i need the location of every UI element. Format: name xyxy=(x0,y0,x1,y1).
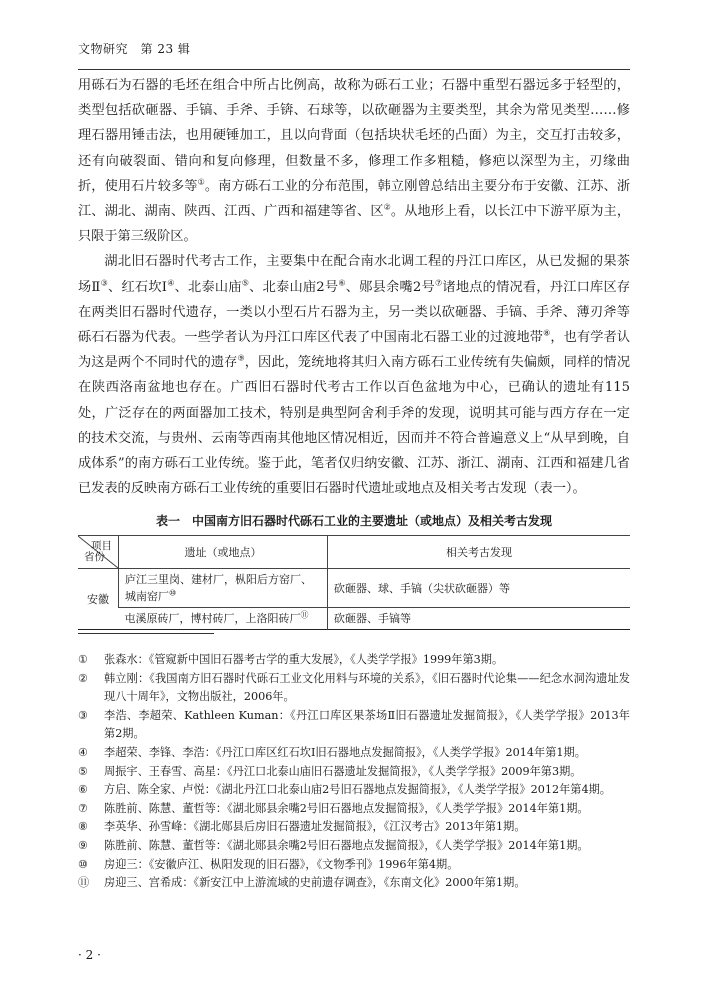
text-run: 、郧县余嘴2号 xyxy=(345,279,435,295)
footnote xyxy=(78,781,630,800)
footnote-number: ① xyxy=(78,653,89,666)
text-run: 用砾石为石器的毛坯在组合中所占比例高，故称为砾石工业；石器中重型石器远多于轻型的，类型包括砍砸器、手镐、手斧、手锛、石球等，以砍砸器为主要类型，其余为常见类型……修理石器用锤击法，也用硬锤加工，且以向背面（包括块状毛坯的凸面）为主，交互打击较多，还有向破裂面、错向和复向修理，但数量不多，修理工作多粗糙，修疤以深型为主，刃缘曲折，使用石片较多等 xyxy=(78,78,630,194)
table-caption: 表一 中国南方旧石器时代砾石工业的主要遗址（或地点）及相关考古发现 xyxy=(155,514,552,528)
province-cell: 安徽 xyxy=(78,569,119,630)
paragraph xyxy=(78,249,630,501)
footnote-marker: ③ xyxy=(100,278,109,288)
footnote-text: 陈胜前、陈慧、董哲等：《湖北郧县余嘴2号旧石器地点发掘简报》，《人类学学报》2014年第1期。 xyxy=(104,801,589,815)
running-head-block xyxy=(78,40,630,58)
table-row xyxy=(78,569,630,608)
footnote-text: 韩立刚：《我国南方旧石器时代砾石工业文化用料与环境的关系》，《旧石器时代论集——纪念水洞沟遗址发现八十周年》，文物出版社，2006年。 xyxy=(104,671,630,704)
sites-table xyxy=(78,535,630,630)
footnote-number: ⑪ xyxy=(78,876,90,890)
footnote-marker: ② xyxy=(383,202,391,212)
text-run: 湖北旧石器时代考古工作，主要集中在配合南水北调工程的丹江口库区，从已发掘的果茶场Ⅱ xyxy=(78,254,630,295)
footnote-number: ⑤ xyxy=(78,764,89,778)
footnote-number: ⑨ xyxy=(78,838,89,852)
text-run: 、北泰山庙 xyxy=(174,279,242,295)
footnote-number: ⑦ xyxy=(78,801,89,815)
site-cell xyxy=(119,569,328,608)
footnote-marker: ⑥ xyxy=(338,278,346,288)
site-note: ⑪ xyxy=(300,610,309,620)
footnote-text: 张森水：《管窥新中国旧石器考古学的重大发展》，《人类学学报》1999年第3期。 xyxy=(104,653,504,666)
footnote-marker: ⑦ xyxy=(434,278,443,288)
text-run: 、北泰山庙2号 xyxy=(249,279,339,295)
footnote-text: 李英华、孙雪峰：《湖北郧县后房旧石器遗址发掘简报》，《江汉考古》2013年第1期。 xyxy=(104,820,526,834)
column-header-site: 遗址（或地点） xyxy=(119,536,328,569)
footnote-rule xyxy=(78,633,214,634)
footnote-number: ④ xyxy=(78,745,89,759)
footnote xyxy=(78,651,630,670)
footnote-number: ② xyxy=(78,671,89,685)
footnote xyxy=(78,818,630,837)
text-run: 、红石坎Ⅰ xyxy=(108,279,168,295)
footnote-number: ⑥ xyxy=(78,783,89,797)
header-rule xyxy=(78,69,630,70)
footnote xyxy=(78,763,630,782)
finds-cell: 砍砸器、手镐等 xyxy=(328,608,631,630)
site-note: ⑩ xyxy=(169,588,177,598)
footnote xyxy=(78,874,630,893)
text-run: ，也有学者认为这是两个不同时代的遗存 xyxy=(78,330,631,371)
corner-label-province: 省份 xyxy=(84,551,105,563)
footnote-text: 李超荣、李锋、李浩：《丹江口库区红石坎Ⅰ旧石器地点发掘简报》，《人类学学报》2014年第1期。 xyxy=(104,745,586,759)
footnote-text: 方启、陈全家、卢悦：《湖北丹江口北泰山庙2号旧石器地点发掘简报》，《人类学学报》2012年第4期。 xyxy=(104,783,611,797)
footnote-text: 周振宇、王春雪、高星：《丹江口北泰山庙旧石器遗址发掘简报》，《人类学学报》2009年第3期。 xyxy=(104,764,582,778)
text-run: ，因此，笼统地将其归入南方砾石工业传统有失偏颇，同样的情况在陕西洛南盆地也存在。广西旧石器时代考古工作以百色盆地为中心，已确认的遗址有115处，广泛存在的两面器加工技术，特别是典型阿舍利手斧的发现，说明其可能与西方存在一定的技术交流，与贵州、云南等西南其他地区情况相近，因而并不符合普遍意义上“从早到晚，自成体系”的南方砾石工业传统。鉴于此，笔者仅归纳安徽、江苏、浙江、湖南、江西和福建几省已发表的反映南方砾石工业传统的重要旧石器时代遗址或地点及相关考古发现（表一）。 xyxy=(78,355,631,497)
footnote xyxy=(78,800,630,819)
footnote-text: 房迎三、宫希成：《新安江中上游流域的史前遗存调查》，《东南文化》2000年第1期。 xyxy=(104,876,526,890)
body-text xyxy=(78,73,630,501)
footnote xyxy=(78,856,630,875)
table-row xyxy=(78,608,630,630)
footnote-text: 李浩、李超荣、Kathleen Kuman：《丹江口库区果茶场Ⅱ旧石器遗址发掘简报》，《人类学学报》2013年第2期。 xyxy=(104,708,630,741)
page-number: · 2 · xyxy=(78,948,101,962)
site-text: 庐江三里岗、建材厂，枞阳后方窑厂、城南窑厂 xyxy=(125,573,312,603)
text-run: 。从地形上看，以长江中下游平原为主，只限于第三级阶区。 xyxy=(78,204,631,245)
text-run: 。南方砾石工业的分布范围，韩立刚曾总结出主要分布于安徽、江苏、浙江、湖北、湖南、陕西、江西、广西和福建等省、区 xyxy=(78,178,631,220)
text-run: 诸地点的情况看，丹江口库区存在两类旧石器时代遗存，一类以小型石片石器为主，另一类以砍砸器、手镐、手斧、薄刃斧等砾石石器为代表。一些学者认为丹江口库区代表了中国南北石器工业的过渡地带 xyxy=(78,279,631,346)
running-head: 文物研究 第 23 辑 xyxy=(78,42,191,56)
paragraph xyxy=(78,73,630,249)
site-text: 屯溪原砖厂，博村砖厂，上洛阳砖厂 xyxy=(124,612,301,625)
site-cell xyxy=(119,608,328,630)
footnote-text: 房迎三：《安徽庐江、枞阳发现的旧石器》，《文物季刊》1996年第4期。 xyxy=(104,857,459,871)
footnote xyxy=(78,837,630,856)
table-corner-cell xyxy=(78,536,119,569)
footnote-number: ③ xyxy=(78,708,89,722)
footnote-number: ⑩ xyxy=(78,857,89,871)
footnote-marker: ⑤ xyxy=(241,278,250,288)
table-header-row xyxy=(78,536,630,569)
footnote-number: ⑧ xyxy=(78,820,89,834)
footnote-marker: ④ xyxy=(167,278,175,288)
footnote-text: 陈胜前、陈慧、董哲等：《湖北郧县余嘴2号旧石器地点发掘简报》，《人类学学报》2014年第1期。 xyxy=(104,838,589,852)
column-header-finds: 相关考古发现 xyxy=(328,536,631,569)
footnote-marker: ⑧ xyxy=(543,328,551,338)
footnote xyxy=(78,670,630,707)
footnote-marker: ① xyxy=(197,177,205,187)
footnote xyxy=(78,707,630,744)
footnotes xyxy=(78,651,630,893)
footnote-marker: ⑨ xyxy=(237,353,245,363)
footnote xyxy=(78,744,630,763)
corner-label-item: 项目 xyxy=(91,540,112,552)
finds-cell: 砍砸器、球、手镐（尖状砍砸器）等 xyxy=(328,569,631,608)
